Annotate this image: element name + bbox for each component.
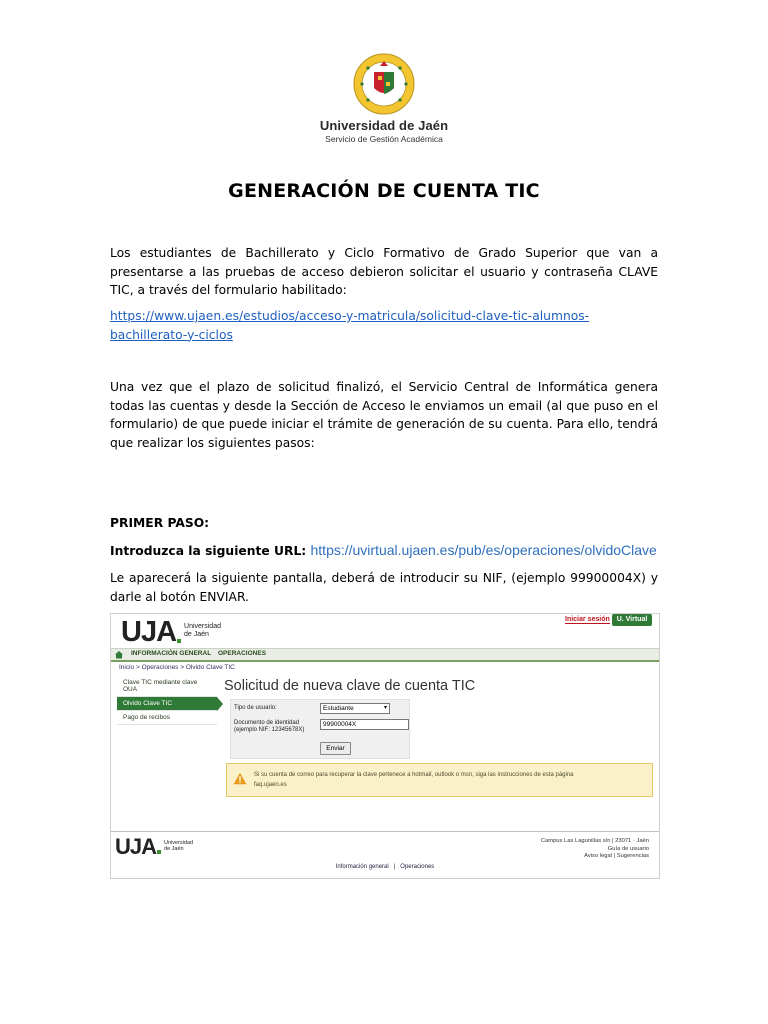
warning-link[interactable]: faq.ujaen.es: [254, 782, 287, 788]
document-label: Documento de identidad (ejemplo NIF: 12345678X): [234, 720, 305, 733]
home-icon[interactable]: [114, 650, 124, 659]
request-form: [230, 699, 410, 759]
virtual-button[interactable]: U. Virtual: [612, 614, 652, 626]
step-url-line: [110, 541, 658, 561]
university-logo: [300, 52, 468, 144]
sidebar-item-olvido-clave[interactable]: Olvido Clave TIC: [117, 697, 217, 711]
user-type-label: Tipo de usuario:: [234, 705, 277, 711]
footer-info: [541, 838, 649, 861]
warning-icon: [233, 772, 247, 785]
nav-item-operaciones[interactable]: OPERACIONES: [218, 650, 267, 657]
screenshot-footer: [111, 831, 659, 879]
footer-link-operaciones[interactable]: Operaciones: [400, 864, 435, 870]
nav-bar: [111, 648, 659, 662]
sidebar: [117, 676, 217, 725]
sidebar-item-pago-recibos[interactable]: Pago de recibos: [117, 711, 217, 725]
footer-legal-link[interactable]: Aviso legal | Sugerencias: [584, 853, 649, 859]
screenshot-header: [111, 614, 659, 648]
page-title: Solicitud de nueva clave de cuenta TIC: [224, 678, 476, 694]
document-title: GENERACIÓN DE CUENTA TIC: [228, 180, 540, 202]
nav-item-informacion-general[interactable]: INFORMACIÓN GENERAL: [131, 650, 212, 657]
footer-logo-dot: [157, 850, 161, 854]
uja-logo: [121, 617, 221, 647]
footer-logo-text: UJA: [115, 834, 157, 859]
uja-logo-subtext: Universidad de Jaén: [184, 623, 221, 638]
footer-logo-subtext: Universidad de Jaén: [164, 840, 194, 852]
warning-box: [226, 763, 653, 797]
university-name: Universidad de Jaén: [319, 118, 449, 133]
user-type-select[interactable]: [320, 703, 390, 714]
document-input[interactable]: 99900004X: [320, 719, 409, 730]
footer-link-informacion-general[interactable]: Información general: [335, 864, 389, 870]
warning-line-1: Si su cuenta de correo para recuperar la clave pertenece a hotmail, outlook o msn, siga las instrucciones de esta página: [254, 772, 574, 778]
uja-logo-text: UJA: [121, 616, 177, 648]
warning-text: [254, 770, 644, 790]
breadcrumb: Inicio > Operaciones > Olvido Clave TIC: [119, 664, 235, 671]
send-button[interactable]: Enviar: [320, 742, 351, 755]
embedded-screenshot: [110, 613, 660, 879]
university-seal-icon: [352, 52, 416, 116]
step-url-prefix: Introduzca la siguiente URL:: [110, 544, 311, 558]
step-description: Le aparecerá la siguiente pantalla, deberá de introducir su NIF, (ejemplo 99900004X) y darle al botón ENVIAR.: [110, 571, 658, 604]
user-type-value: Estudiante: [323, 705, 354, 712]
footer-logo: [115, 836, 193, 858]
footer-guide-link[interactable]: Guía de usuario: [607, 845, 649, 852]
footer-links: Información general | Operaciones: [335, 864, 435, 870]
chevron-down-icon: ▾: [383, 705, 387, 711]
login-link[interactable]: Iniciar sesión: [565, 616, 610, 623]
form-link[interactable]: https://www.ujaen.es/estudios/acceso-y-matricula/solicitud-clave-tic-alumnos-bachillerato-y-ciclos: [110, 309, 590, 342]
step-heading: PRIMER PASO:: [110, 516, 210, 530]
intro-paragraph: Los estudiantes de Bachillerato y Ciclo Formativo de Grado Superior que van a presentarse a las pruebas de acceso debieron solicitar el usuario y contraseña CLAVE TIC, a través del formulario habilitado:: [110, 246, 658, 297]
instructions-paragraph: Una vez que el plazo de solicitud finalizó, el Servicio Central de Informática genera todas las cuentas y desde la Sección de Acceso le enviamos un email (al que puso en el formulario) de que puede iniciar el trámite de generación de su cuenta. Para ello, tendrá que realizar los siguientes pasos:: [110, 380, 658, 450]
uja-logo-dot: [177, 639, 181, 643]
sidebar-item-clave-oua[interactable]: Clave TIC mediante clave OUA: [117, 676, 217, 697]
step-url-link[interactable]: https://uvirtual.ujaen.es/pub/es/operaciones/olvidoClave: [310, 542, 657, 558]
footer-address: Campus Las Lagunillas s/n | 23071 · Jaén: [540, 838, 649, 844]
department-name: Servicio de Gestión Académica: [325, 134, 443, 144]
